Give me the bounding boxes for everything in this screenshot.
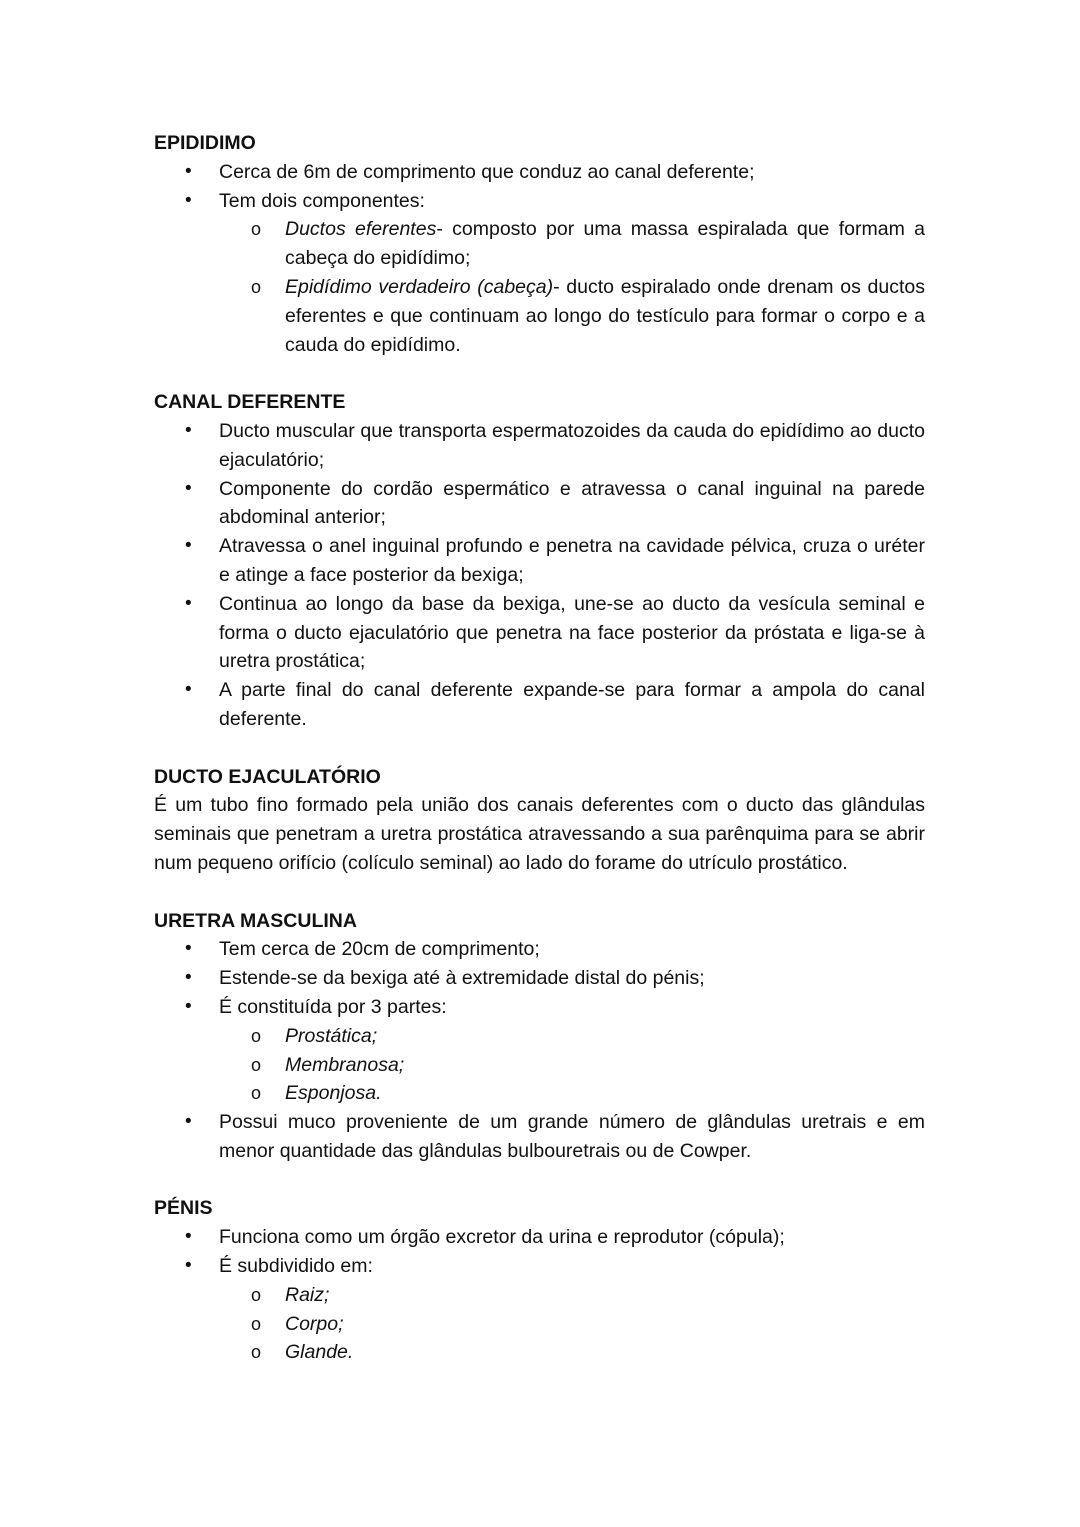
term-label: Ductos eferentes bbox=[285, 218, 437, 241]
list-item-text: Tem cerca de 20cm de comprimento; bbox=[219, 938, 540, 961]
list-item bbox=[154, 590, 925, 676]
list-item bbox=[154, 158, 925, 187]
section-uretra-masculina bbox=[154, 907, 925, 1166]
section-heading: DUCTO EJACULATÓRIO bbox=[154, 765, 381, 788]
list-item bbox=[154, 532, 925, 590]
circle-bullet-icon: o bbox=[251, 276, 262, 297]
section-heading: EPIDIDIMO bbox=[154, 132, 256, 154]
section-heading: URETRA MASCULINA bbox=[154, 909, 357, 932]
sub-list-item-text: Corpo; bbox=[285, 1312, 344, 1335]
section-ducto-ejaculatorio bbox=[154, 763, 925, 878]
sub-list-item bbox=[219, 1281, 925, 1310]
bullet-list bbox=[154, 935, 925, 1165]
list-item-text: Estende-se da bexiga até à extremidade distal do pénis; bbox=[219, 967, 705, 990]
list-item-text: Cerca de 6m de comprimento que conduz ao canal deferente; bbox=[219, 160, 755, 183]
list-item-text: Ducto muscular que transporta espermatozoides da cauda do epidídimo ao ducto ejaculatório; bbox=[219, 419, 925, 471]
list-item bbox=[154, 993, 925, 1108]
sub-list bbox=[219, 1281, 925, 1367]
circle-bullet-icon: o bbox=[251, 1083, 262, 1104]
section-canal-deferente bbox=[154, 388, 925, 734]
bullet-icon: • bbox=[185, 1111, 192, 1133]
sub-list-item-text: Glande. bbox=[285, 1341, 354, 1364]
list-item bbox=[154, 1223, 925, 1252]
bullet-icon: • bbox=[185, 967, 192, 989]
section-heading: PÉNIS bbox=[154, 1197, 213, 1220]
circle-bullet-icon: o bbox=[251, 1054, 262, 1075]
bullet-icon: • bbox=[185, 1226, 192, 1248]
list-item-text: Continua ao longo da base da bexiga, une-se ao ducto da vesícula seminal e forma o ducto ejaculatório que penetra na face posterior da próstata e liga-se à uretra prostática; bbox=[219, 592, 925, 673]
bullet-icon: • bbox=[185, 189, 192, 211]
bullet-icon: • bbox=[185, 535, 192, 557]
bullet-icon: • bbox=[185, 477, 192, 499]
sub-list bbox=[219, 1022, 925, 1108]
sub-list-item bbox=[219, 1051, 925, 1080]
list-item bbox=[154, 676, 925, 734]
bullet-icon: • bbox=[185, 1255, 192, 1277]
list-item-text: Componente do cordão espermático e atravessa o canal inguinal na parede abdominal anterior; bbox=[219, 477, 925, 529]
document-content bbox=[154, 129, 925, 1367]
list-item bbox=[154, 475, 925, 533]
list-item-text: É constituída por 3 partes: bbox=[219, 995, 447, 1018]
sub-list-item bbox=[219, 1079, 925, 1108]
circle-bullet-icon: o bbox=[251, 219, 262, 240]
sub-list-item-text: Esponjosa. bbox=[285, 1082, 382, 1105]
paragraph: É um tubo fino formado pela união dos canais deferentes com o ducto das glândulas seminais que penetram a uretra prostática atravessando a sua parênquima para se abrir num pequeno orifício (colículo seminal) ao lado do forame do utrículo prostático. bbox=[154, 794, 925, 874]
sub-list-item bbox=[219, 273, 925, 359]
list-item-text: Tem dois componentes: bbox=[219, 189, 425, 212]
sub-list-item bbox=[219, 1310, 925, 1339]
list-item-text: A parte final do canal deferente expande-se para formar a ampola do canal deferente. bbox=[219, 679, 925, 730]
bullet-list bbox=[154, 158, 925, 360]
bullet-icon: • bbox=[185, 938, 192, 960]
list-item bbox=[154, 1252, 925, 1367]
circle-bullet-icon: o bbox=[251, 1313, 262, 1334]
list-item bbox=[154, 1108, 925, 1166]
list-item bbox=[154, 417, 925, 475]
bullet-icon: • bbox=[185, 679, 192, 701]
bullet-icon: • bbox=[185, 592, 192, 614]
list-item-text: É subdividido em: bbox=[219, 1255, 373, 1278]
sub-list-item-text: Prostática; bbox=[285, 1024, 378, 1047]
sub-list-item bbox=[219, 1338, 925, 1367]
sub-list-item bbox=[219, 1022, 925, 1051]
bullet-list bbox=[154, 417, 925, 734]
sub-list-item bbox=[219, 215, 925, 273]
list-item bbox=[154, 935, 925, 964]
list-item bbox=[154, 187, 925, 360]
term-description: - ducto espiralado onde drenam os ductos eferentes e que continuam ao longo do testículo para formar o corpo e a cauda do epidídimo. bbox=[285, 275, 925, 356]
term-label: Epidídimo verdadeiro (cabeça) bbox=[285, 275, 554, 298]
term-description: - composto por uma massa espiralada que formam a cabeça do epidídimo; bbox=[285, 218, 925, 270]
circle-bullet-icon: o bbox=[251, 1284, 262, 1305]
list-item bbox=[154, 964, 925, 993]
list-item-text: Atravessa o anel inguinal profundo e penetra na cavidade pélvica, cruza o uréter e atinge a face posterior da bexiga; bbox=[219, 535, 925, 586]
circle-bullet-icon: o bbox=[251, 1342, 262, 1363]
circle-bullet-icon: o bbox=[251, 1025, 262, 1046]
list-item-text: Funciona como um órgão excretor da urina e reprodutor (cópula); bbox=[219, 1226, 785, 1249]
sub-list-item-text: Raiz; bbox=[285, 1283, 330, 1306]
bullet-icon: • bbox=[185, 160, 192, 182]
bullet-icon: • bbox=[185, 419, 192, 441]
section-penis bbox=[154, 1194, 925, 1367]
bullet-icon: • bbox=[185, 995, 192, 1017]
bullet-list bbox=[154, 1223, 925, 1367]
sub-list-item-text: Membranosa; bbox=[285, 1053, 405, 1076]
list-item-text: Possui muco proveniente de um grande número de glândulas uretrais e em menor quantidade das glândulas bulbouretrais ou de Cowper. bbox=[219, 1111, 925, 1162]
section-epididimo bbox=[154, 129, 925, 359]
sub-list bbox=[219, 215, 925, 359]
section-heading: CANAL DEFERENTE bbox=[154, 391, 346, 414]
